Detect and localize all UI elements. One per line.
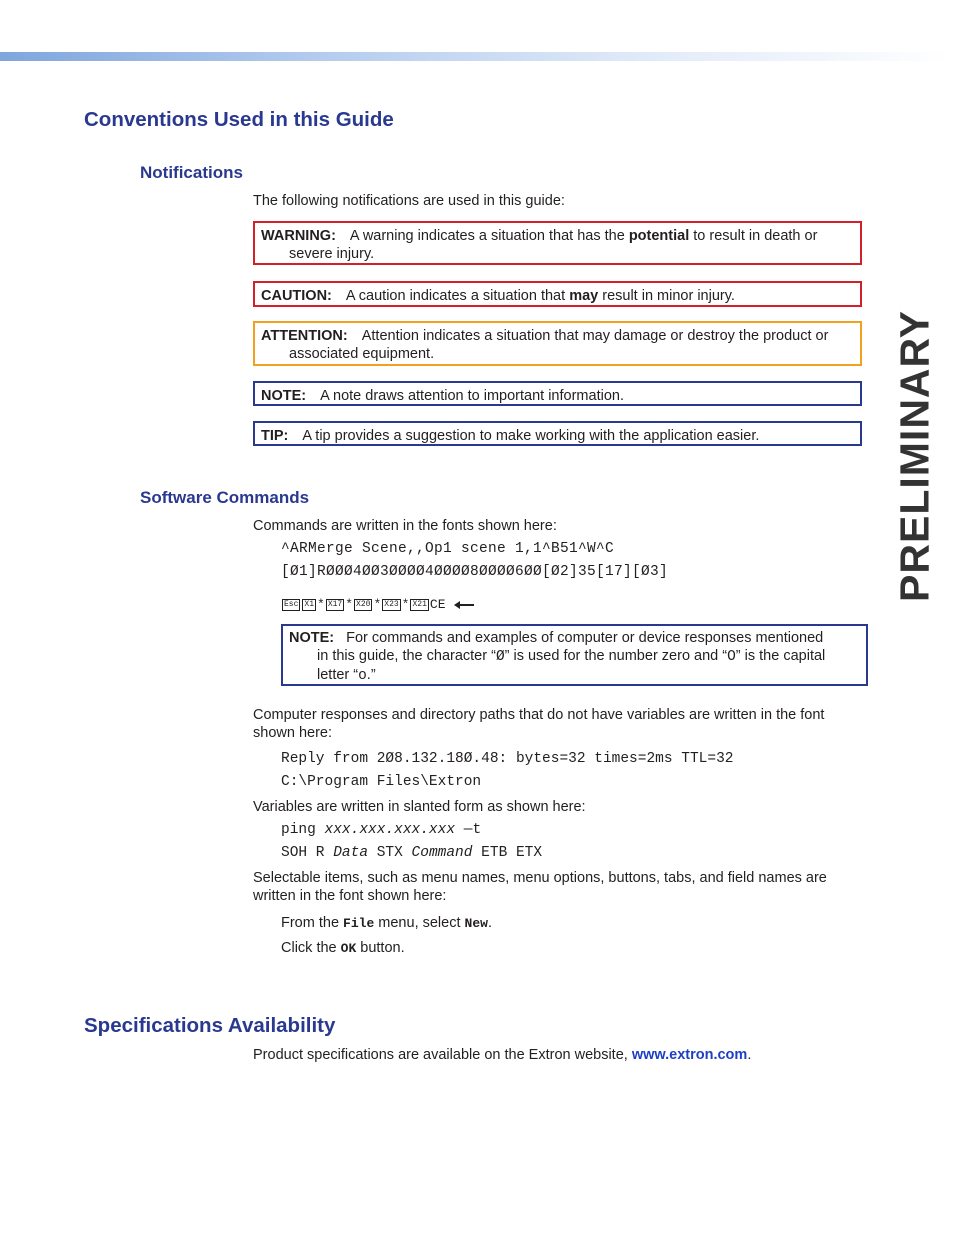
enter-arrow-icon [453,600,475,610]
from-file-example: From the File menu, select New. [281,915,492,931]
note-label: NOTE: [261,388,307,404]
key-x21: X21 [412,599,427,609]
ping-example: ping xxx.xxx.xxx.xxx —t [281,822,482,838]
attention-label: ATTENTION: [261,328,348,344]
preliminary-watermark: PRELIMINARY [891,310,938,602]
key-x23: X23 [384,599,399,609]
click-ok-example: Click the OK button. [281,940,405,956]
key-x1: X1 [304,599,315,609]
key-esc: Esc [284,599,299,609]
attention-box: ATTENTION: Attention indicates a situation that may damage or destroy the product or associated equipment. [253,321,862,366]
soh-example: SOH R Data STX Command ETB ETX [281,845,543,861]
key-x20: X20 [356,599,371,609]
key-sequence: Esc X1 * X17 * X20 * X23 * X21 CE [281,597,475,612]
notifications-intro: The following notifications are used in this guide: [253,193,565,209]
commands-note-label: NOTE: [289,630,335,646]
caution-box: CAUTION: A caution indicates a situation that may result in minor injury. [253,281,862,307]
responses-intro: Computer responses and directory paths that do not have variables are written in the font shown here: [253,707,825,741]
note-box: NOTE: A note draws attention to important information. [253,381,862,406]
key-x17: X17 [327,599,343,609]
extron-website-link[interactable]: www.extron.com [631,1047,748,1063]
tip-box: TIP: A tip provides a suggestion to make working with the application easier. [253,421,862,446]
command-example-2: [Ø1]RØØØ4ØØ3ØØØØ4ØØØØ8ØØØØ6ØØ[Ø2]35[17][Ø3] [281,564,669,580]
heading-software-commands: Software Commands [140,488,310,507]
warning-box: WARNING: A warning indicates a situation that has the potential to result in death or severe injury. [253,221,862,265]
header-gradient-bar [0,52,954,61]
heading-specifications: Specifications Availability [84,1014,336,1037]
warning-label: WARNING: [261,228,336,244]
specs-text: Product specifications are available on the Extron website, www.extron.com. [253,1047,752,1063]
reply-example: Reply from 2Ø8.132.18Ø.48: bytes=32 times=2ms TTL=32 [281,751,734,767]
heading-notifications: Notifications [140,163,243,182]
caution-label: CAUTION: [261,288,332,304]
selectable-intro: Selectable items, such as menu names, menu options, buttons, tabs, and field names are written in the font shown here: [253,870,827,904]
variables-intro: Variables are written in slanted form as shown here: [253,799,586,815]
path-example: C:\Program Files\Extron [281,774,482,790]
commands-intro: Commands are written in the fonts shown here: [253,518,557,534]
commands-note-box: NOTE: For commands and examples of computer or device responses mentioned in this guide, the character “Ø” is used for the number zero and “O” is the capital letter “o.” [281,624,868,686]
heading-conventions: Conventions Used in this Guide [84,108,394,131]
tip-label: TIP: [261,428,289,444]
command-example-1: ^ARMerge Scene,,Op1 scene 1,1^B51^W^C [281,541,615,557]
